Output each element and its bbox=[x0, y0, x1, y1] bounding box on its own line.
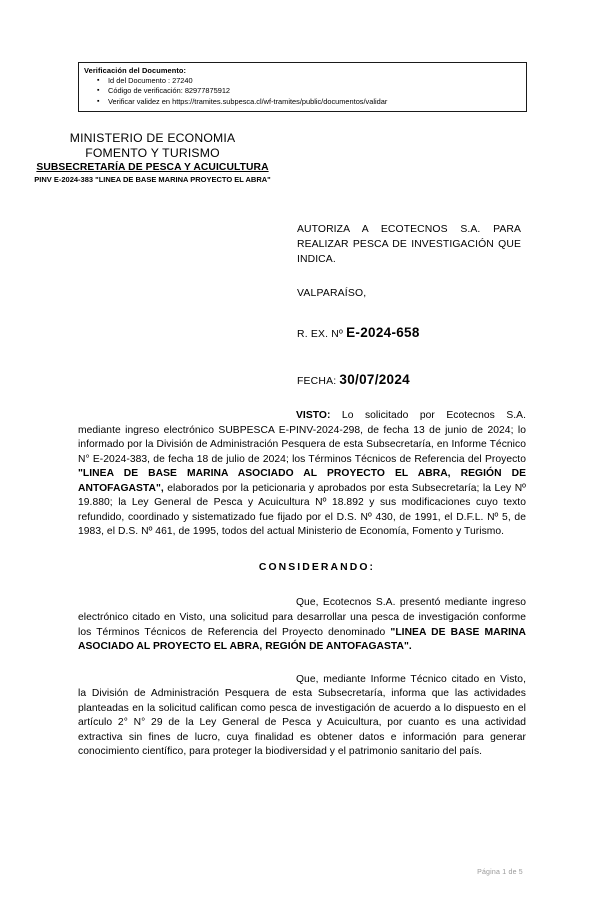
considerando-heading: CONSIDERANDO: bbox=[258, 561, 376, 573]
document-body bbox=[78, 409, 526, 760]
resolution-label: R. EX. Nº bbox=[297, 329, 344, 340]
verification-item-id-text: Id del Documento : 27240 bbox=[108, 76, 193, 85]
verification-list bbox=[84, 76, 526, 107]
paragraph-spacer bbox=[78, 655, 526, 673]
considerando-1-text: Que, Ecotecnos S.A. presentó mediante ingreso electrónico citado en Visto, una solicitud para desarrollar una pesca de investigación conforme los Términos Técnicos de Referencia del Proyecto denominado bbox=[78, 597, 526, 638]
paragraph-visto bbox=[78, 409, 526, 540]
bullet-icon: ▪ bbox=[97, 87, 100, 95]
verification-title: Verificación del Documento: bbox=[84, 66, 187, 75]
bullet-icon: ▪ bbox=[97, 77, 100, 84]
footer-page-number: Página 1 de 5 bbox=[477, 869, 523, 876]
institutional-header bbox=[30, 131, 275, 185]
resolution-number-line bbox=[297, 325, 420, 343]
verification-item-url-text[interactable]: Verificar validez en https://tramites.subpesca.cl/wf-tramites/public/documentos/validar bbox=[108, 96, 388, 106]
paragraph-considerando-2 bbox=[78, 673, 526, 760]
verification-item-code bbox=[97, 86, 526, 96]
verification-item-id bbox=[97, 76, 526, 86]
subsecretaria-title: SUBSECRETARÍA DE PESCA Y ACUICULTURA bbox=[36, 162, 269, 173]
city-line: VALPARAÍSO, bbox=[297, 288, 367, 299]
verification-item-url[interactable] bbox=[97, 96, 526, 107]
document-verification-box bbox=[78, 62, 527, 112]
resolution-subject: AUTORIZA A ECOTECNOS S.A. PARA REALIZAR PESCA DE INVESTIGACIÓN QUE INDICA. bbox=[297, 224, 521, 266]
date-label: FECHA: bbox=[297, 376, 337, 387]
ministry-line-2: FOMENTO Y TURISMO bbox=[85, 145, 220, 160]
paragraph-considerando-1 bbox=[78, 596, 526, 654]
project-code-subtitle: PINV E-2024-383 "LINEA DE BASE MARINA PROYECTO EL ABRA" bbox=[34, 175, 271, 184]
verification-item-code-text: Código de verificación: 82977875912 bbox=[108, 86, 231, 96]
considerando-2-text: Que, mediante Informe Técnico citado en Visto, la División de Administración Pesquera de esta Subsecretaría, informa que las actividades planteadas en la solicitud califican como pesca de investigación de acuerdo a lo dispuesto en el artículo 2° N° 29 de la Ley General de Pesca y Acuicultura, por cuanto es una actividad extractiva sin fines de lucro, cuya finalidad es obtener datos e información para generar conocimiento científico, para proteger la biodiversidad y el patrimonio sanitario del país. bbox=[78, 673, 526, 758]
date-value: 30/07/2024 bbox=[339, 372, 410, 387]
visto-text-part-1: Lo solicitado por Ecotecnos S.A. mediante ingreso electrónico SUBPESCA E-PINV-2024-298, de fecha 13 de junio de 2024; lo informado por la División de Administración Pesquera de esta Subsecretaría, en Informe Técnico N° E-2024-383, de fecha 18 de julio de 2024; los Términos Técnicos de Referencia del Proyecto bbox=[78, 410, 526, 465]
visto-project-name: "LINEA DE BASE MARINA ASOCIADO AL PROYECTO EL ABRA, REGIÓN DE ANTOFAGASTA", bbox=[78, 468, 526, 494]
bullet-icon: ▪ bbox=[97, 97, 100, 105]
date-line bbox=[297, 372, 410, 390]
visto-label: VISTO: bbox=[296, 410, 331, 421]
visto-text-part-2: elaborados por la peticionaria y aprobados por esta Subsecretaría; la Ley Nº 19.880; la Ley General de Pesca y Acuicultura Nº 18.892 y sus modificaciones cuyo texto refundido, coordinado y sistematizado fue fijado por el D.S. Nº 430, de 1991, el D.F.L. Nº 5, de 1983, el D.S. Nº 461, de 1995, todos del actual Ministerio de Economía, Fomento y Turismo. bbox=[78, 482, 526, 538]
ministry-line-1: MINISTERIO DE ECONOMIA bbox=[69, 131, 236, 145]
resolution-number: E-2024-658 bbox=[346, 325, 420, 340]
considerando-1-project-name: "LINEA DE BASE MARINA ASOCIADO AL PROYECTO EL ABRA, REGIÓN DE ANTOFAGASTA". bbox=[78, 626, 526, 653]
